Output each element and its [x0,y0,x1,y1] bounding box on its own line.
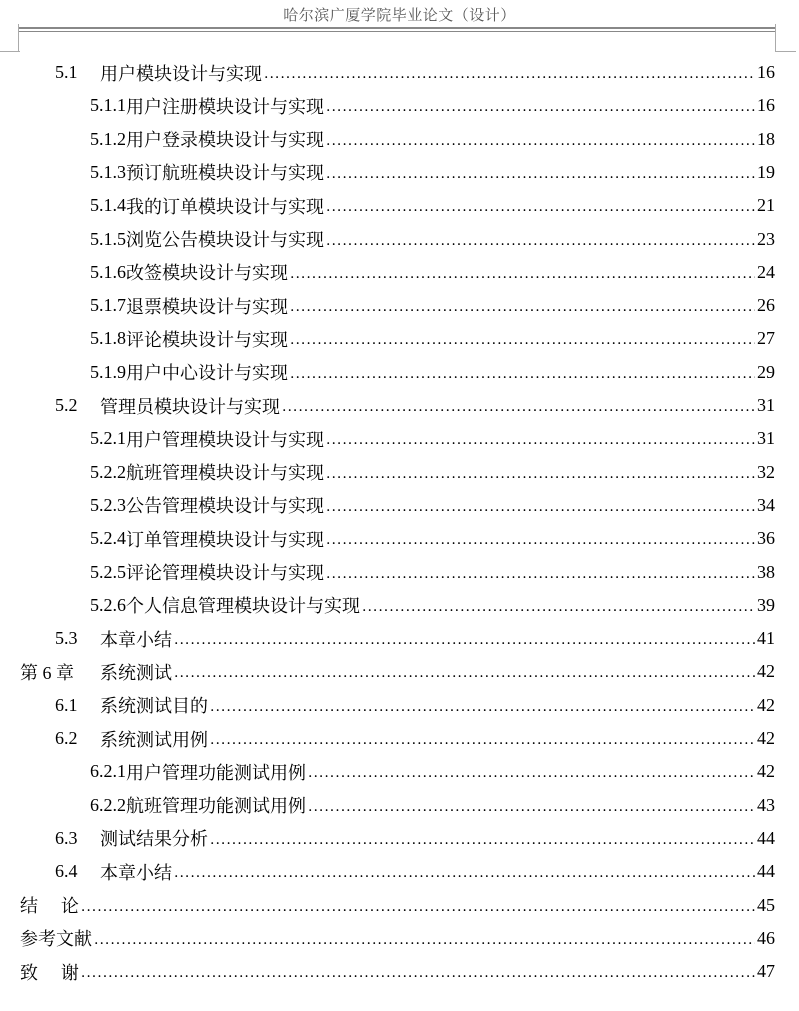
toc-leader-dots [326,233,755,256]
toc-entry-number: 5.1.2 [90,128,126,149]
toc-entry[interactable] [90,522,775,555]
toc-entry-title: 本章小结 [100,862,172,884]
toc-entry-title: 系统测试用例 [100,729,208,751]
toc-entry[interactable] [90,156,775,189]
toc-entry[interactable] [55,689,775,722]
toc-entry-title: 浏览公告模块设计与实现 [126,230,324,251]
toc-entry-page: 39 [757,594,775,615]
toc-entry[interactable] [90,489,775,522]
toc-entry-number: 5.1.3 [90,161,126,182]
toc-entry-number: 6.3 [55,827,78,848]
toc-entry[interactable] [90,356,775,389]
toc-entry[interactable] [90,789,775,822]
header-rule-thin [18,31,775,32]
toc-entry-number: 6.2.2 [90,794,126,815]
toc-entry-number: 5.2 [55,395,78,415]
toc-entry[interactable] [20,955,775,988]
toc-entry[interactable] [20,889,775,922]
toc-leader-dots [81,899,755,922]
toc-leader-dots [210,699,755,722]
toc-entry-page: 19 [757,161,775,182]
toc-entry-title: 本章小结 [100,629,172,651]
toc-entry-page: 26 [757,295,775,316]
toc-entry-page: 36 [757,528,775,549]
toc-entry-page: 47 [757,961,775,982]
toc-entry[interactable] [90,256,775,289]
toc-entry-page: 24 [757,261,775,282]
toc-entry[interactable] [90,322,775,355]
toc-entry-page: 41 [757,628,775,649]
toc-leader-dots [174,632,755,655]
toc-entry[interactable] [55,722,775,755]
toc-entry-title: 个人信息管理模块设计与实现 [126,596,360,618]
toc-entry-page: 42 [757,694,775,715]
toc-leader-dots [210,732,755,755]
toc-entry[interactable] [90,456,775,489]
toc-entry-title: 改签模块设计与实现 [126,263,288,285]
toc-entry[interactable] [90,89,775,122]
toc-entry-number: 5.1 [55,62,78,82]
toc-entry-title: 订单管理模块设计与实现 [126,529,324,551]
toc-entry-title: 评论模块设计与实现 [126,329,288,351]
toc-leader-dots [326,566,755,589]
toc-entry[interactable] [90,556,775,589]
toc-entry-number: 5.2.6 [90,594,126,615]
toc-entry-title: 测试结果分析 [100,829,208,851]
toc-entry-title: 预订航班模块设计与实现 [126,163,324,185]
toc-entry-title: 用户登录模块设计与实现 [126,130,324,152]
toc-entry-page: 16 [757,62,775,82]
toc-entry[interactable] [90,422,775,455]
toc-leader-dots [326,532,755,555]
toc-entry-number: 5.2.3 [90,494,126,515]
toc-entry-number: 6.1 [55,694,78,715]
toc-entry-page: 34 [757,494,775,515]
toc-entry-number: 5.3 [55,628,78,649]
toc-entry-number: 5.2.5 [90,561,126,582]
toc-leader-dots [326,466,755,489]
toc-entry-title: 我的订单模块设计与实现 [126,196,324,218]
margin-corner-right-h [776,51,796,52]
margin-corner-right [775,24,776,52]
toc-entry-page: 45 [757,894,775,915]
toc-entry-number: 5.1.1 [90,95,126,116]
toc-entry[interactable] [55,622,775,655]
toc-leader-dots [326,432,755,455]
toc-leader-dots [174,865,755,888]
toc-entry-title: 公告管理模块设计与实现 [126,496,324,518]
toc-entry-title: 退票模块设计与实现 [126,296,288,318]
toc-entry-number: 5.1.6 [90,261,126,282]
toc-entry-number: 6.4 [55,861,78,882]
toc-leader-dots [308,799,755,822]
toc-entry-title: 用户中心设计与实现 [126,363,288,385]
toc-entry-page: 27 [757,328,775,349]
toc-entry[interactable] [55,822,775,855]
toc-entry-page: 44 [757,827,775,848]
toc-entry-page: 46 [757,927,775,948]
toc-leader-dots [174,665,755,688]
toc-entry-title: 用户管理模块设计与实现 [126,429,324,451]
toc-entry-title: 评论管理模块设计与实现 [126,563,324,584]
toc-entry-page: 42 [757,728,775,748]
toc-entry-title: 用户注册模块设计与实现 [126,96,324,118]
toc-leader-dots [94,932,755,955]
toc-entry-number: 5.2.2 [90,461,126,482]
toc-entry-number: 5.2.4 [90,528,126,549]
toc-entry[interactable] [90,123,775,156]
page-header: 哈尔滨广厦学院毕业论文（设计） [283,6,516,24]
toc-entry-number: 5.1.7 [90,295,126,316]
toc-entry-title: 系统测试 [100,662,172,684]
toc-entry-page: 21 [757,195,775,216]
toc-entry-page: 43 [757,794,775,815]
toc-entry-page: 31 [757,428,775,449]
toc-entry-title: 管理员模块设计与实现 [100,396,280,418]
toc-entry-number: 6.2 [55,728,78,748]
toc-leader-dots [326,133,755,156]
toc-entry[interactable] [90,755,775,788]
toc-entry[interactable] [20,655,775,688]
toc-entry-title: 用户管理功能测试用例 [126,762,306,784]
toc-entry-title: 参考文献 [20,929,92,951]
header-rule [18,27,775,29]
toc-leader-dots [290,332,755,355]
toc-leader-dots [81,965,755,988]
toc-entry-number: 5.1.5 [90,228,126,249]
toc-entry[interactable] [90,223,775,256]
toc-entry-number: 5.2.1 [90,428,126,449]
toc-entry-title: 航班管理功能测试用例 [126,796,306,818]
toc-entry-page: 31 [757,395,775,415]
toc-leader-dots [326,199,755,222]
toc-entry-title: 致 谢 [20,962,79,984]
toc-leader-dots [290,299,755,322]
toc-entry-page: 44 [757,861,775,882]
toc-leader-dots [264,66,755,89]
toc-entry[interactable] [90,189,775,222]
toc-leader-dots [308,765,755,788]
toc-leader-dots [326,166,755,189]
toc-entry-page: 42 [757,661,775,682]
toc-entry-page: 18 [757,128,775,149]
toc-entry[interactable] [90,289,775,322]
toc-entry-page: 16 [757,95,775,116]
toc-entry[interactable] [20,922,775,955]
toc-leader-dots [326,99,755,122]
toc-leader-dots [362,599,755,622]
toc-entry-page: 23 [757,228,775,249]
toc-entry-title: 系统测试目的 [100,696,208,718]
toc-leader-dots [326,499,755,522]
toc-entry-number: 5.1.8 [90,328,126,349]
toc-entry-number: 第 6 章 [20,662,74,683]
toc-entry-title: 结 论 [20,896,79,917]
toc-leader-dots [282,399,755,422]
toc-entry[interactable] [55,56,775,89]
toc-entry-page: 42 [757,761,775,782]
toc-entry-number: 5.1.4 [90,195,126,216]
toc-entry-number: 5.1.9 [90,361,126,382]
toc-entry[interactable] [90,589,775,622]
toc-leader-dots [290,366,755,389]
toc-entry[interactable] [55,855,775,888]
toc-entry-title: 航班管理模块设计与实现 [126,463,324,485]
toc-entry[interactable] [55,389,775,422]
toc-entry-page: 32 [757,461,775,482]
toc-entry-title: 用户模块设计与实现 [100,63,262,85]
toc-entry-page: 29 [757,361,775,382]
toc-entry-page: 38 [757,561,775,582]
margin-corner-left-h [0,51,20,52]
toc-leader-dots [210,832,755,855]
toc-leader-dots [290,266,755,289]
margin-corner-left [18,24,19,52]
toc-entry-number: 6.2.1 [90,761,126,782]
